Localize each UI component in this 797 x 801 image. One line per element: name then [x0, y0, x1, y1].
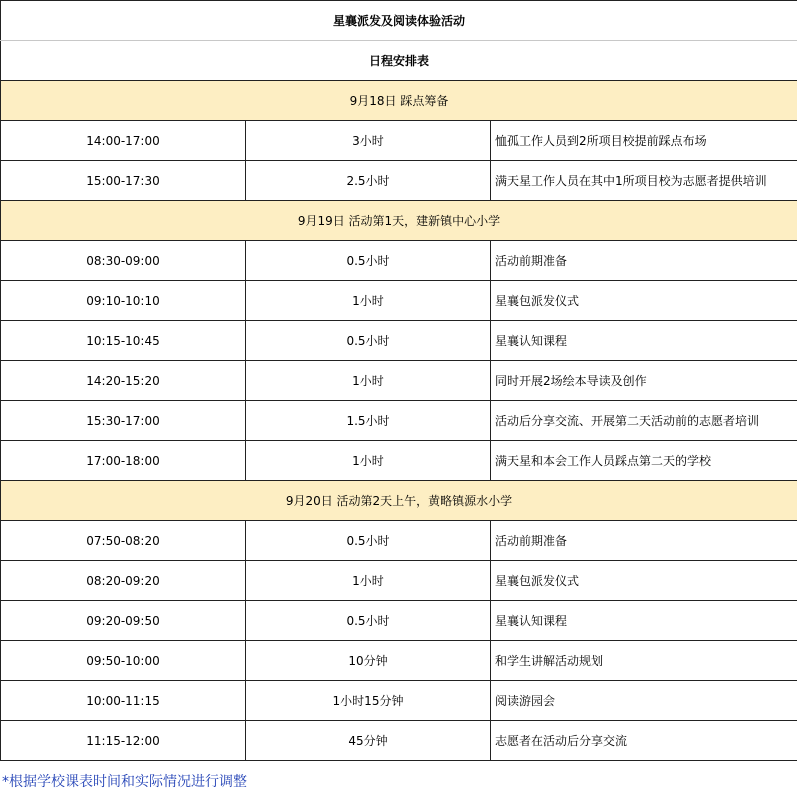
- activity-cell: 星襄包派发仪式: [491, 281, 797, 321]
- activity-cell: 星襄认知课程: [491, 601, 797, 641]
- activity-cell: 恤孤工作人员到2所项目校提前踩点布场: [491, 121, 797, 161]
- table-row: [1, 121, 797, 161]
- time-cell: 14:00-17:00: [1, 121, 246, 161]
- subtitle-row: [1, 41, 797, 81]
- time-cell: 17:00-18:00: [1, 441, 246, 481]
- duration-cell: 45分钟: [246, 721, 491, 761]
- footnote: *根据学校课表时间和实际情况进行调整: [2, 774, 247, 790]
- activity-cell: 活动前期准备: [491, 521, 797, 561]
- day-header-row: [1, 201, 797, 241]
- activity-cell: 满天星和本会工作人员踩点第二天的学校: [491, 441, 797, 481]
- activity-cell: 和学生讲解活动规划: [491, 641, 797, 681]
- activity-cell: 同时开展2场绘本导读及创作: [491, 361, 797, 401]
- table-row: [1, 401, 797, 441]
- day-heading: 9月19日 活动第1天，建新镇中心小学: [1, 201, 797, 241]
- time-cell: 09:20-09:50: [1, 601, 246, 641]
- duration-cell: 0.5小时: [246, 521, 491, 561]
- time-cell: 08:30-09:00: [1, 241, 246, 281]
- duration-cell: 10分钟: [246, 641, 491, 681]
- duration-cell: 2.5小时: [246, 161, 491, 201]
- day-header-row: [1, 81, 797, 121]
- duration-cell: 1.5小时: [246, 401, 491, 441]
- table-row: [1, 441, 797, 481]
- table-row: [1, 281, 797, 321]
- time-cell: 08:20-09:20: [1, 561, 246, 601]
- table-row: [1, 561, 797, 601]
- table-row: [1, 521, 797, 561]
- duration-cell: 3小时: [246, 121, 491, 161]
- day-heading: 9月18日 踩点筹备: [1, 81, 797, 121]
- time-cell: 10:15-10:45: [1, 321, 246, 361]
- activity-cell: 星襄包派发仪式: [491, 561, 797, 601]
- activity-cell: 志愿者在活动后分享交流: [491, 721, 797, 761]
- day-header-row: [1, 481, 797, 521]
- duration-cell: 1小时: [246, 441, 491, 481]
- table-row: [1, 361, 797, 401]
- time-cell: 11:15-12:00: [1, 721, 246, 761]
- time-cell: 09:50-10:00: [1, 641, 246, 681]
- time-cell: 14:20-15:20: [1, 361, 246, 401]
- table-row: [1, 681, 797, 721]
- activity-cell: 满天星工作人员在其中1所项目校为志愿者提供培训: [491, 161, 797, 201]
- time-cell: 07:50-08:20: [1, 521, 246, 561]
- table-row: [1, 241, 797, 281]
- duration-cell: 0.5小时: [246, 601, 491, 641]
- activity-cell: 星襄认知课程: [491, 321, 797, 361]
- activity-cell: 活动前期准备: [491, 241, 797, 281]
- table-row: [1, 641, 797, 681]
- table-row: [1, 321, 797, 361]
- table-row: [1, 721, 797, 761]
- time-cell: 09:10-10:10: [1, 281, 246, 321]
- duration-cell: 0.5小时: [246, 241, 491, 281]
- day-heading: 9月20日 活动第2天上午，黄略镇源水小学: [1, 481, 797, 521]
- schedule-subtitle: 日程安排表: [1, 41, 797, 81]
- duration-cell: 0.5小时: [246, 321, 491, 361]
- time-cell: 15:00-17:30: [1, 161, 246, 201]
- activity-cell: 活动后分享交流、开展第二天活动前的志愿者培训: [491, 401, 797, 441]
- event-title: 星襄派发及阅读体验活动: [1, 1, 797, 41]
- duration-cell: 1小时: [246, 561, 491, 601]
- duration-cell: 1小时: [246, 281, 491, 321]
- title-row: [1, 1, 797, 41]
- duration-cell: 1小时: [246, 361, 491, 401]
- activity-cell: 阅读游园会: [491, 681, 797, 721]
- duration-cell: 1小时15分钟: [246, 681, 491, 721]
- time-cell: 10:00-11:15: [1, 681, 246, 721]
- table-row: [1, 601, 797, 641]
- table-row: [1, 161, 797, 201]
- time-cell: 15:30-17:00: [1, 401, 246, 441]
